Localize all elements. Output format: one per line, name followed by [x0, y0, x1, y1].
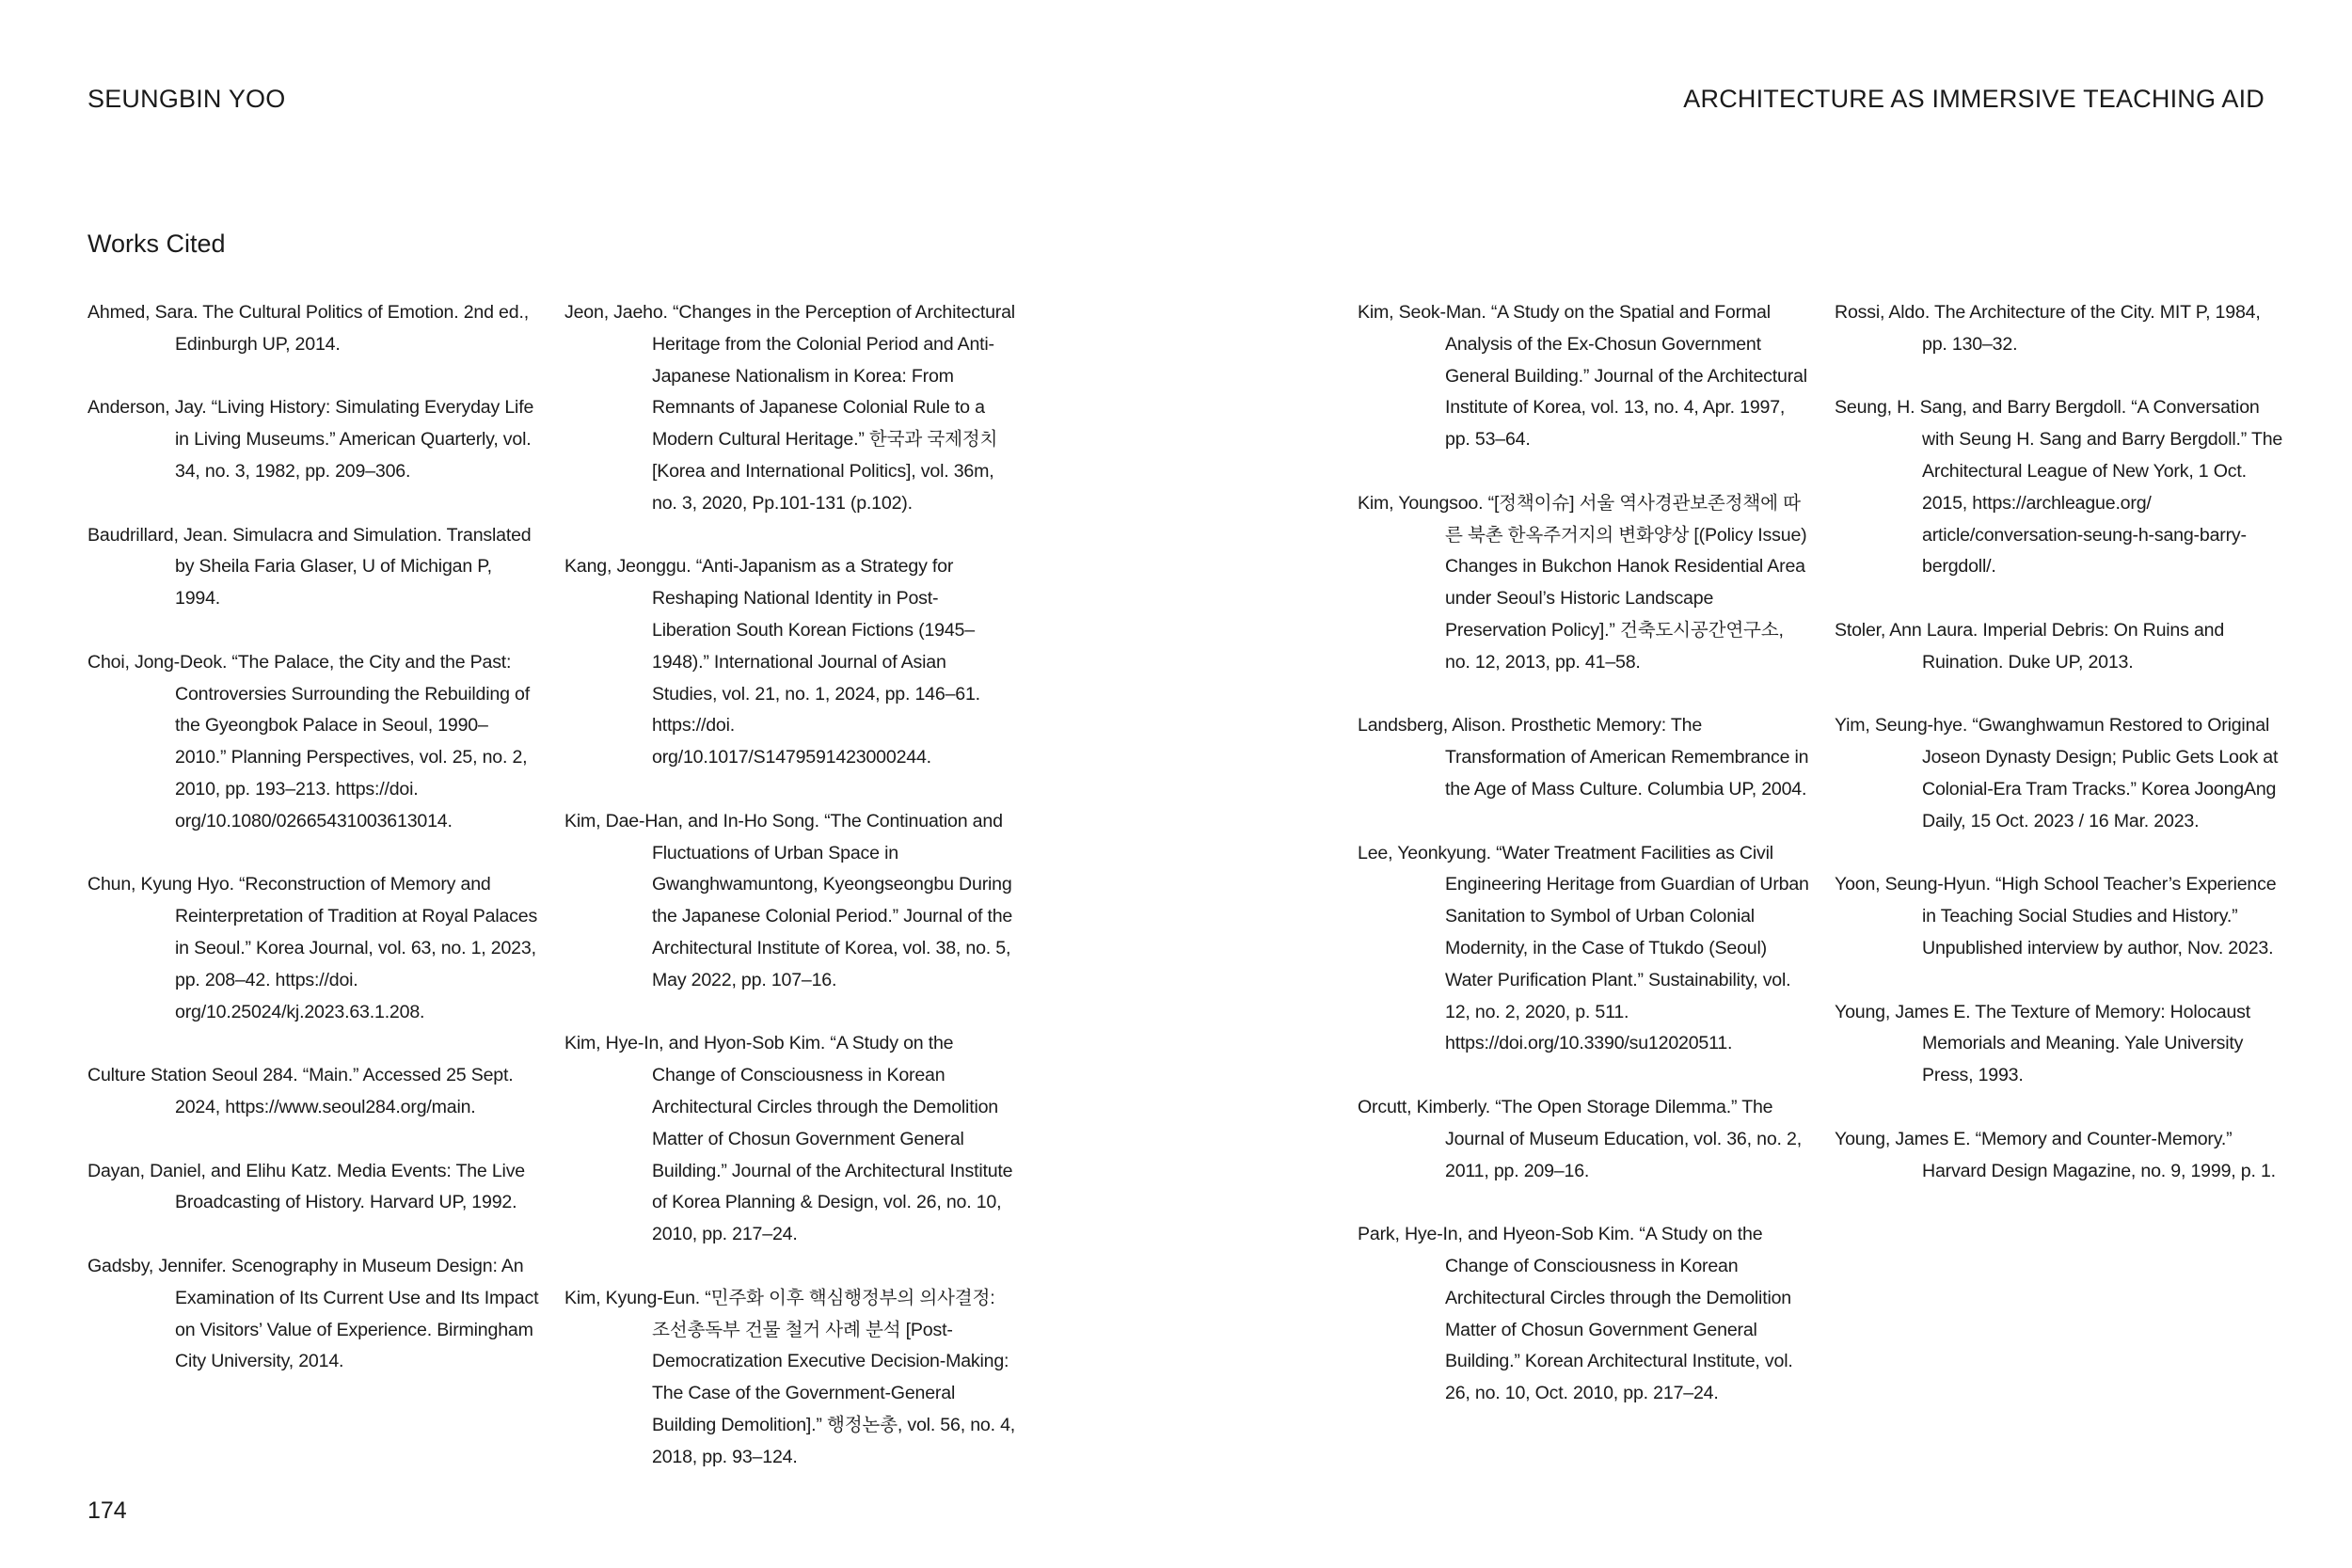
- citation-entry: Rossi, Aldo. The Architecture of the City. MIT P, 1984, pp. 130–32.: [1835, 302, 2261, 355]
- page-number: 174: [87, 1497, 127, 1524]
- citation-entry: Lee, Yeonkyung. “Water Treatment Facilities as Civil Engineering Heritage from Guardian of Urban Sanitation to Symbol of Urban Colonial Modernity, in the Case of Ttukdo (Seoul) Water Purification Plant.” Sustainability, vol. 12, no. 2, 2020, p. 511. https://doi.org/10.3390/su12020511.: [1358, 842, 1809, 1054]
- citation-column-2: [564, 297, 1016, 1505]
- citation-entry: Landsberg, Alison. Prosthetic Memory: The Transformation of American Remembrance in the Age of Mass Culture. Columbia UP, 2004.: [1358, 715, 1809, 800]
- citation-entry: Anderson, Jay. “Living History: Simulating Everyday Life in Living Museums.” American Quarterly, vol. 34, no. 3, 1982, pp. 209–306.: [87, 397, 534, 482]
- citation-column-1: [87, 297, 539, 1410]
- citation-entry: Kim, Hye-In, and Hyon-Sob Kim. “A Study on the Change of Consciousness in Korean Architectural Circles through the Demolition Matter of Chosun Government General Building.” Journal of the Architectural Institute of Korea Planning & Design, vol. 26, no. 10, 2010, pp. 217–24.: [564, 1033, 1013, 1245]
- citation-entry: Orcutt, Kimberly. “The Open Storage Dilemma.” The Journal of Museum Education, vol. 36, no. 2, 2011, pp. 209–16.: [1358, 1096, 1802, 1181]
- citation-entry: Park, Hye-In, and Hyeon-Sob Kim. “A Study on the Change of Consciousness in Korean Architectural Circles through the Demolition Matter of Chosun Government General Building.” Korean Architectural Institute, vol. 26, no. 10, Oct. 2010, pp. 217–24.: [1358, 1224, 1793, 1404]
- citation-entry: Kim, Seok-Man. “A Study on the Spatial and Formal Analysis of the Ex-Chosun Government General Building.” Journal of the Architectural Institute of Korea, vol. 13, no. 4, Apr. 1997, pp. 53–64.: [1358, 302, 1807, 451]
- running-head-author: SEUNGBIN YOO: [87, 85, 286, 113]
- citation-entry: Yoon, Seung-Hyun. “High School Teacher’s Experience in Teaching Social Studies and History.” Unpublished interview by author, Nov. 2023.: [1835, 874, 2277, 958]
- citation-entry: Yim, Seung-hye. “Gwanghwamun Restored to Original Joseon Dynasty Design; Public Gets Look at Colonial-Era Tram Tracks.” Korea JoongAng Daily, 15 Oct. 2023 / 16 Mar. 2023.: [1835, 715, 2279, 832]
- citation-entry: Seung, H. Sang, and Barry Bergdoll. “A Conversation with Seung H. Sang and Barry Bergdoll.” The Architectural League of New York, 1 Oct. 2015, https://archleague.org/ article/conversation-seung-h-sang-barry-bergdoll/.: [1835, 397, 2283, 578]
- citation-entry: Ahmed, Sara. The Cultural Politics of Emotion. 2nd ed., Edinburgh UP, 2014.: [87, 302, 529, 355]
- running-head-title: ARCHITECTURE AS IMMERSIVE TEACHING AID: [1683, 85, 2265, 113]
- citation-entry: Choi, Jong-Deok. “The Palace, the City and the Past: Controversies Surrounding the Rebuilding of the Gyeongbok Palace in Seoul, 1990–2010.” Planning Perspectives, vol. 25, no. 2, 2010, pp. 193–213. https://doi. org/10.1080/02665431003613014.: [87, 651, 530, 832]
- citation-entry: Gadsby, Jennifer. Scenography in Museum Design: An Examination of Its Current Use and Its Impact on Visitors’ Value of Experience. Birmingham City University, 2014.: [87, 1255, 539, 1372]
- citation-entry: Stoler, Ann Laura. Imperial Debris: On Ruins and Ruination. Duke UP, 2013.: [1835, 619, 2225, 673]
- citation-entry: Chun, Kyung Hyo. “Reconstruction of Memory and Reinterpretation of Tradition at Royal Palaces in Seoul.” Korea Journal, vol. 63, no. 1, 2023, pp. 208–42. https://doi. org/10.25024/kj.2023.63.1.208.: [87, 874, 538, 1022]
- citation-entry: Jeon, Jaeho. “Changes in the Perception of Architectural Heritage from the Colonial Period and Anti-Japanese Nationalism in Korea: From Remnants of Japanese Colonial Rule to a Modern Cultural Heritage.” 한국과 국제정치 [Korea and International Politics], vol. 36m, no. 3, 2020, Pp.101-131 (p.102).: [564, 302, 1015, 514]
- citation-column-3: [1358, 297, 1809, 1442]
- citation-entry: Dayan, Daniel, and Elihu Katz. Media Events: The Live Broadcasting of History. Harvard UP, 1992.: [87, 1160, 525, 1213]
- citation-entry: Kang, Jeonggu. “Anti-Japanism as a Strategy for Reshaping National Identity in Post-Liberation South Korean Fictions (1945–1948).” International Journal of Asian Studies, vol. 21, no. 1, 2024, pp. 146–61. https://doi. org/10.1017/S1479591423000244.: [564, 556, 980, 768]
- citation-entry: Young, James E. “Memory and Counter-Memory.” Harvard Design Magazine, no. 9, 1999, p. 1.: [1835, 1128, 2276, 1181]
- section-title: Works Cited: [87, 230, 226, 258]
- citation-entry: Young, James E. The Texture of Memory: Holocaust Memorials and Meaning. Yale University Press, 1993.: [1835, 1001, 2251, 1086]
- citation-column-4: [1835, 297, 2286, 1219]
- citation-entry: Kim, Dae-Han, and In-Ho Song. “The Continuation and Fluctuations of Urban Space in Gwanghwamuntong, Kyeongseongbu During the Japanese Colonial Period.” Journal of the Architectural Institute of Korea, vol. 38, no. 5, May 2022, pp. 107–16.: [564, 810, 1013, 990]
- citation-entry: Kim, Youngsoo. “[정책이슈] 서울 역사경관보존정책에 따른 북촌 한옥주거지의 변화양상 [(Policy Issue) Changes in Bukchon Hanok Residential Area under Seoul’s Historic Landscape Preservation Policy].” 건축도시공간연구소, no. 12, 2013, pp. 41–58.: [1358, 492, 1807, 673]
- citation-entry: Culture Station Seoul 284. “Main.” Accessed 25 Sept. 2024, https://www.seoul284.org/main.: [87, 1065, 514, 1117]
- citation-entry: Kim, Kyung-Eun. “민주화 이후 핵심행정부의 의사결정: 조선총독부 건물 철거 사례 분석 [Post-Democratization Executive Decision-Making: The Case of the Government-General Building Demolition].” 행정논총, vol. 56, no. 4, 2018, pp. 93–124.: [564, 1287, 1016, 1467]
- citation-entry: Baudrillard, Jean. Simulacra and Simulation. Translated by Sheila Faria Glaser, U of Michigan P, 1994.: [87, 524, 532, 610]
